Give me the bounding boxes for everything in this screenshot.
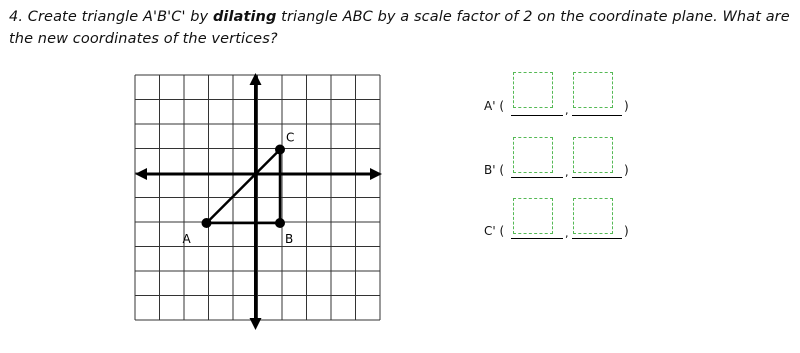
answer-box-a-y[interactable] <box>573 72 613 108</box>
answer-box-a-x[interactable] <box>513 72 553 108</box>
question-bold-word: dilating <box>212 9 277 25</box>
point-label-b: B <box>285 232 294 246</box>
answer-close-b: ) <box>624 163 629 177</box>
answer-box-b-y[interactable] <box>573 137 613 173</box>
answer-label-a-prime: A' ( <box>484 99 505 113</box>
question-text-after: triangle ABC by a scale factor of 2 on the coordinate plane. What are the new coordinates of the vertices? <box>9 9 790 47</box>
answer-comma-b: , <box>565 166 569 179</box>
point-label-a: A <box>182 232 191 246</box>
question-number: 4. <box>9 9 24 25</box>
answer-close-c: ) <box>624 224 629 238</box>
answer-blank-b-x[interactable] <box>511 177 563 178</box>
answer-box-c-y[interactable] <box>573 198 613 234</box>
question-text-before: Create triangle A'B'C' by <box>27 9 213 25</box>
answer-comma-a: , <box>565 104 569 117</box>
answer-box-c-x[interactable] <box>513 198 553 234</box>
answer-label-c-prime: C' ( <box>484 224 505 238</box>
answer-comma-c: , <box>565 227 569 240</box>
answer-label-b-prime: B' ( <box>484 163 505 177</box>
answer-close-a: ) <box>624 99 629 113</box>
point-label-c: C <box>286 130 295 145</box>
answer-blank-c-x[interactable] <box>511 238 563 239</box>
answer-blank-a-x[interactable] <box>511 115 563 116</box>
answer-blank-b-y[interactable] <box>572 177 622 178</box>
answer-blank-a-y[interactable] <box>572 115 622 116</box>
answer-box-b-x[interactable] <box>513 137 553 173</box>
answer-blank-c-y[interactable] <box>572 238 622 239</box>
